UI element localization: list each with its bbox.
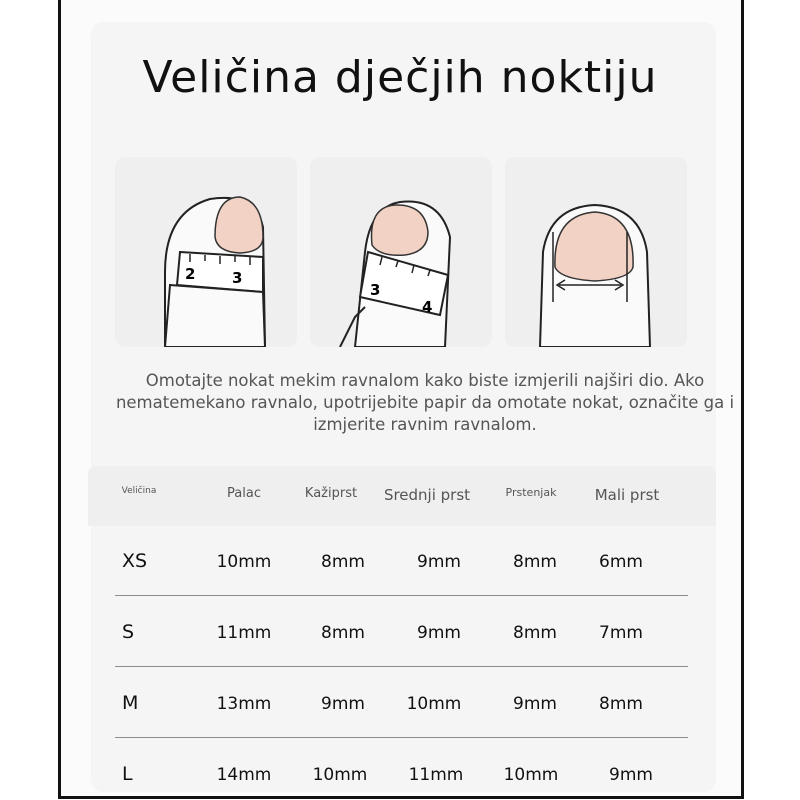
tape-mark: 3 [232,269,243,287]
table-cell: 9mm [609,765,653,785]
size-label: M [122,692,139,714]
tape-mark: 3 [370,281,381,299]
table-cell: 8mm [599,694,643,714]
finger-with-tape-measure-icon [115,157,297,347]
column-header-index: Kažiprst [304,486,358,501]
row-divider [115,737,688,738]
table-cell: 9mm [321,694,365,714]
column-header-little: Mali prst [594,486,660,504]
illustration-panel-3 [505,157,687,347]
table-cell: 8mm [513,623,557,643]
table-cell: 13mm [216,694,272,714]
table-cell: 9mm [513,694,557,714]
nail-width-measurement-icon [505,157,687,347]
table-cell: 9mm [417,552,461,572]
illustration-panel-2 [310,157,492,347]
table-cell: 11mm [216,623,272,643]
finger-with-tape-measure-angled-icon [310,157,492,347]
column-header-thumb: Palac [227,486,261,501]
table-cell: 7mm [599,623,643,643]
table-cell: 9mm [417,623,461,643]
column-header-ring: Prstenjak [505,486,557,499]
tape-mark: 4 [422,298,433,316]
table-cell: 10mm [312,765,368,785]
table-cell: 10mm [406,694,462,714]
size-label: S [122,621,135,643]
row-divider [115,595,688,596]
size-label: L [122,763,133,785]
row-divider [115,666,688,667]
tape-mark: 2 [185,265,196,283]
table-cell: 11mm [408,765,464,785]
column-header-size: Veličina [121,486,157,496]
table-cell: 10mm [216,552,272,572]
table-cell: 10mm [503,765,559,785]
illustration-panel-1 [115,157,297,347]
page-title: Veličina dječjih noktiju [142,52,658,103]
table-cell: 8mm [513,552,557,572]
table-cell: 14mm [216,765,272,785]
table-cell: 8mm [321,623,365,643]
table-cell: 8mm [321,552,365,572]
column-header-middle: Srednji prst [383,486,471,504]
size-label: XS [122,550,148,572]
measurement-instructions: Omotajte nokat mekim ravnalom kako biste izmjerili najširi dio. Ako nematemekano ravnalo, upotrijebite papir da omotate nokat, označite ga i izmjerite ravnim ravnalom. [115,371,735,434]
table-cell: 6mm [599,552,643,572]
